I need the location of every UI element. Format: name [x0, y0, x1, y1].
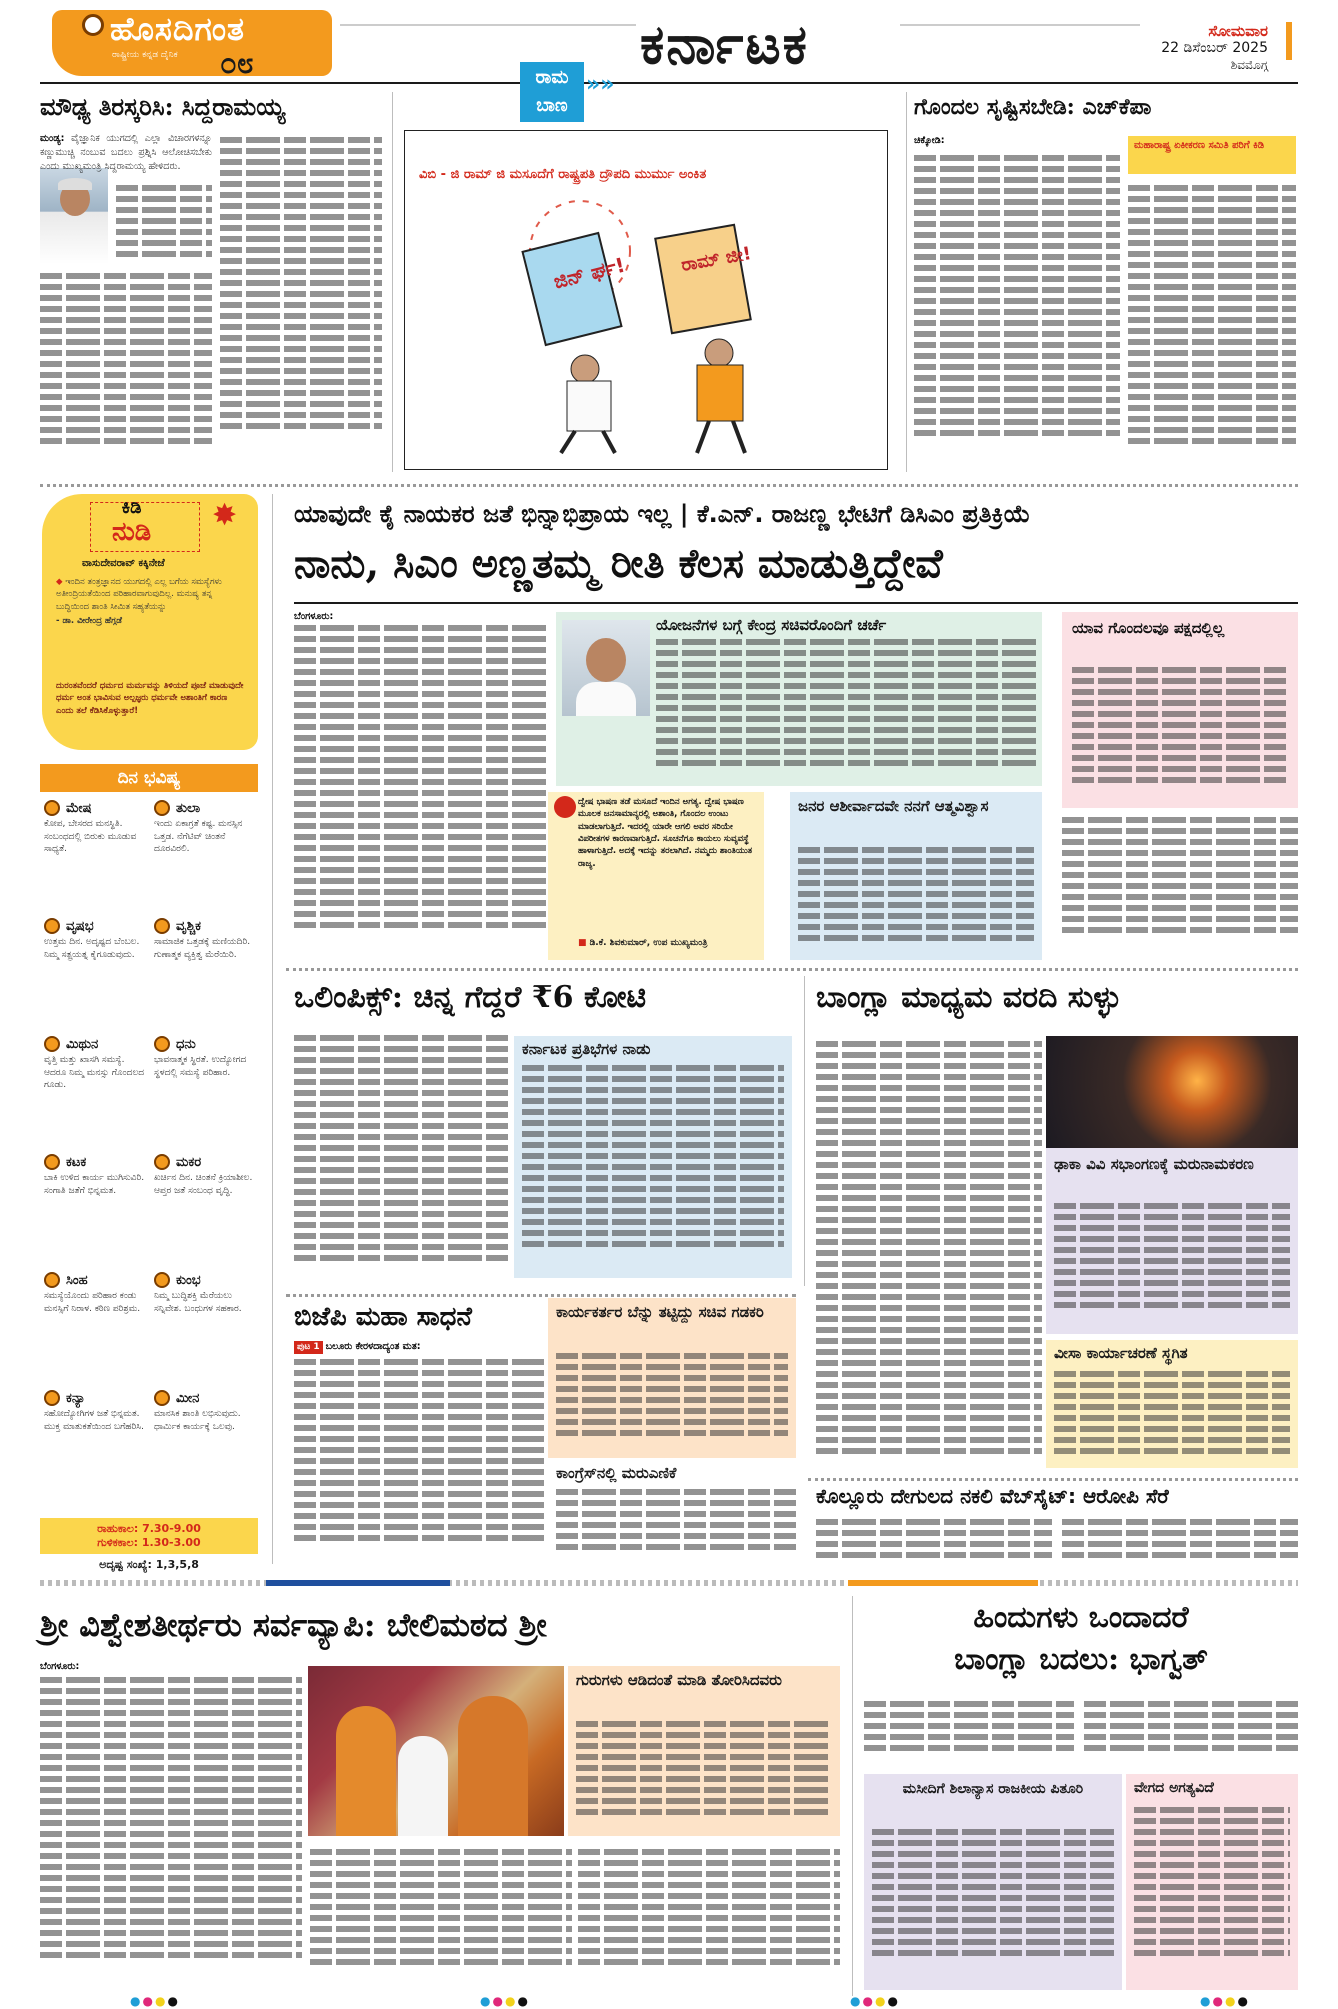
zodiac-icon	[44, 1154, 60, 1170]
text-column	[872, 1824, 1114, 1984]
sign-name	[44, 800, 149, 816]
horoscope-sign	[44, 1390, 149, 1433]
recount-title: ಕಾಂಗ್ರೆಸ್‌ನಲ್ಲಿ ಮರುಎಣಿಕೆ	[556, 1464, 677, 1482]
sign-prediction: ಇಂದು ಏಕಾಗ್ರತೆ ಕಷ್ಟ. ಮನಸ್ಸಿನ ಒತ್ತಡ. ನೆಗೆಟಿವ್ ಚಿಂತನೆ ದೂರವಿರಲಿ.	[154, 819, 243, 855]
date-day: ಸೋಮವಾರ	[1208, 22, 1268, 40]
text-column	[556, 1484, 796, 1564]
sign-label: ವೃಷಭ	[66, 918, 94, 934]
sign-name	[44, 1390, 149, 1406]
zodiac-icon	[154, 1272, 170, 1288]
spark-icon: ✸	[212, 498, 238, 533]
sign-name	[154, 1154, 259, 1170]
cartoon-drawing	[475, 191, 815, 461]
edge-marker	[1286, 22, 1292, 60]
edition-city: ಶಿವಮೊಗ್ಗ	[1230, 58, 1268, 72]
text-column	[656, 634, 1036, 784]
text-column	[798, 842, 1034, 958]
masthead-rule	[900, 24, 1140, 26]
text-column	[864, 1696, 1074, 1768]
belimatha-headline: ಶ್ರೀ ವಿಶ್ವೇಶತೀರ್ಥರು ಸರ್ವವ್ಯಾಪಿ: ಬೇಲಿಮಠದ ಶ್ರೀ	[40, 1606, 547, 1644]
hate-speech-quote: ದ್ವೇಷ ಭಾಷಣ ತಡೆ ಮಸೂದೆ ಇಂದಿನ ಅಗತ್ಯ. ದ್ವೇಷ ಭಾಷಣ ಮೂಲಕ ಜನಸಾಮಾನ್ಯರಲ್ಲಿ ಅಶಾಂತಿ, ಗೊಂದಲ ಉಂಟು ಮಾಡಲಾಗುತ್ತಿದೆ. ಇದರಲ್ಲಿ ಯಾರೇ ಆಗಲಿ ಅವರ ಸರಿಯೇ ವಿಪರೀತಗಳ ಕಾರಣವಾಗುತ್ತಿದೆ. ಸೂಚನೆಗೂ ಕಾಯಲು ಸುವ್ಯವಸ್ಥೆ ಹಾಳಾಗುತ್ತಿದೆ. ಅದಕ್ಕೆ ಇದನ್ನು ತರಲಾಗಿದೆ. ನಮ್ಮದು ಶಾಂತಿಯುತ ರಾಜ್ಯ.	[578, 797, 753, 869]
masjid-title: ಮಸೀದಿಗೆ ಶಿಲಾನ್ಯಾಸ ರಾಜಕೀಯ ಪಿತೂರಿ	[902, 1781, 1084, 1797]
text-column	[1054, 1198, 1290, 1328]
dhaka-caption: ಢಾಕಾ ವಿವಿ ಸಭಾಂಗಣಕ್ಕೆ ಮರುನಾಮಕರಣ	[1054, 1155, 1254, 1173]
box-visa	[1046, 1340, 1298, 1468]
date-box	[1150, 22, 1268, 73]
text-column	[40, 1672, 302, 1990]
cartoon-sign-right: ರಾಮ್ ಜೀ!	[679, 243, 753, 276]
registration-marks: ●●●●	[1200, 1994, 1250, 2008]
sign-label: ಕುಂಭ	[176, 1272, 201, 1288]
masthead-underline	[40, 82, 1298, 84]
sign-prediction: ವೃತ್ತಿ ಮತ್ತು ಖಾಸಗಿ ಸಮಸ್ಯೆ. ಆದರೂ ನಿಮ್ಮ ಮನಸ್ಸು ಗೊಂದಲದ ಗೂಡು.	[44, 1055, 145, 1091]
kidi-comment: ದುರಂತವೆಂದರೆ ಧರ್ಮದ ಮರ್ಮವನ್ನು ತಿಳಿಯದೆ ಪೂಜೆ ಮಾಡುವುದೇ ಧರ್ಮ ಅಂತ ಭಾವಿಸುವ ಅಲ್ಪಜ್ಞರು ಧರ್ಮವೇ ಅಶಾಂತಿಗೆ ಕಾರಣ ಎಂದು ತಲೆ ಕೆಡಿಸಿಕೊಳ್ಳುತ್ತಾರೆ!	[56, 681, 244, 716]
arrow-icon: »»	[586, 72, 615, 97]
box-talent-title: ಕರ್ನಾಟಕ ಪ್ರತಿಭೆಗಳ ನಾಡು	[522, 1040, 651, 1058]
text-column	[556, 1348, 788, 1454]
box-no-confusion	[1062, 612, 1298, 808]
horoscope-sign	[44, 1272, 149, 1315]
bjp-article	[294, 1340, 544, 1354]
sign-label: ಮೀನ	[176, 1390, 200, 1406]
horoscope-sign	[44, 1154, 149, 1197]
zodiac-icon	[154, 1154, 170, 1170]
sign-label: ಮಿಥುನ	[66, 1036, 99, 1052]
sign-prediction: ಬಾಕಿ ಉಳಿದ ಕಾರ್ಯ ಮುಗಿಸುವಿರಿ. ಸಂಗಾತಿ ಜತೆಗೆ ಭಿನ್ನಮತ.	[44, 1173, 145, 1196]
text-column	[1134, 1802, 1290, 1984]
horoscope-sign	[154, 1154, 259, 1197]
kidi-title-1: ಕಿಡಿ	[121, 497, 142, 518]
bhavishya-title: ದಿನ ಭವಿಷ್ಯ	[40, 764, 258, 792]
sign-name	[154, 800, 259, 816]
text-column	[310, 1844, 572, 1990]
zodiac-icon	[44, 1272, 60, 1288]
horoscope-sign	[44, 800, 149, 856]
text-column	[220, 132, 382, 464]
dateline: ಮಂಡ್ಯ:	[40, 133, 65, 144]
box-hate-speech	[548, 792, 764, 960]
zodiac-icon	[44, 1036, 60, 1052]
section-divider	[286, 968, 1298, 971]
logo-text: ಹೊಸದಿಗಂತ	[110, 10, 245, 48]
kidi-title-2: ನುಡಿ	[112, 517, 152, 547]
sign-prediction: ಭಾವನಾತ್ಮಕ ಸ್ಥಿರತೆ. ಉದ್ಯೋಗದ ಸ್ಥಳದಲ್ಲಿ ಸಮಸ್ಯೆ ಪರಿಹಾರ.	[154, 1055, 247, 1078]
sign-name	[154, 1272, 259, 1288]
dateline: ಬೆಂಗಳೂರು:	[40, 1661, 80, 1672]
date-full: 22 ಡಿಸೆಂಬರ್ 2025	[1161, 40, 1268, 56]
box-blessing-title: ಜನರ ಆಶೀರ್ವಾದವೇ ನನಗೆ ಆತ್ಮವಿಶ್ವಾಸ	[798, 797, 989, 815]
box-gadkari	[548, 1298, 796, 1458]
ramabana-line-1: ರಾಮ	[535, 67, 569, 88]
headline-hkpatil: ಗೊಂದಲ ಸೃಷ್ಟಿಸಬೇಡಿ: ಎಚ್‌ಕೆಪಾ	[914, 94, 1152, 120]
bottom-divider-accent	[848, 1580, 1038, 1586]
speed-title: ವೇಗದ ಅಗತ್ಯವಿದೆ	[1134, 1780, 1214, 1796]
dateline: ಚಿಕ್ಕೋಡಿ:	[914, 135, 945, 146]
bottom-divider-right	[1040, 1580, 1298, 1586]
guru-title: ಗುರುಗಳು ಆಡಿದಂತೆ ಮಾಡಿ ತೋರಿಸಿದವರು	[576, 1671, 782, 1689]
bottom-divider-left	[40, 1580, 860, 1586]
sign-name	[44, 1036, 149, 1052]
bangla-headline: ಬಾಂಗ್ಲಾ ಮಾಧ್ಯಮ ವರದಿ ಸುಳ್ಳು	[816, 980, 1121, 1015]
cartoon	[404, 130, 888, 470]
zodiac-icon	[44, 800, 60, 816]
sign-label: ಸಿಂಹ	[66, 1272, 88, 1288]
rahukala: ರಾಹುಕಾಲ: 7.30-9.00	[97, 1522, 201, 1535]
horoscope-sign	[154, 1390, 259, 1433]
zodiac-icon	[154, 1390, 170, 1406]
sign-label: ಮಕರ	[176, 1154, 202, 1170]
sign-name	[44, 1154, 149, 1170]
lead-headline: ನಾನು, ಸಿಎಂ ಅಣ್ಣತಮ್ಮ ರೀತಿ ಕೆಲಸ ಮಾಡುತ್ತಿದ್ದೇವೆ	[294, 540, 943, 587]
box-guru	[568, 1666, 840, 1836]
headline-siddaramaiah: ಮೌಢ್ಯ ತಿರಸ್ಕರಿಸಿ: ಸಿದ್ದರಾಮಯ್ಯ	[40, 92, 286, 121]
figure-left	[523, 201, 630, 453]
dhaka-fire-photo	[1046, 1036, 1298, 1148]
page-badge: ಪುಟ 1	[294, 1341, 323, 1354]
bullet-icon: ◆	[56, 577, 66, 587]
column-divider	[804, 976, 805, 1286]
lucky-number: ಅದೃಷ್ಟ ಸಂಖ್ಯೆ: 1,3,5,8	[99, 1558, 199, 1571]
rahukala-box	[40, 1518, 258, 1554]
column-divider	[906, 92, 907, 472]
box-kendra	[556, 612, 1042, 786]
sun-icon	[82, 14, 104, 36]
sidebar-text: ಮಹಾರಾಷ್ಟ್ರ ಏಕೀಕರಣ ಸಮಿತಿ ಪರಿಗೆ ಕಿಡಿ	[1134, 140, 1265, 151]
sign-label: ಕಟಕ	[66, 1154, 87, 1170]
kidi-nudi-box	[42, 494, 258, 750]
text-column	[914, 150, 1120, 470]
visa-title: ವೀಸಾ ಕಾರ್ಯಾಚರಣೆ ಸ್ಥಗಿತ	[1054, 1344, 1188, 1362]
olympics-headline: ಒಲಿಂಪಿಕ್ಸ್: ಚಿನ್ನ ಗೆದ್ದರೆ ₹6 ಕೋಟಿ	[294, 980, 647, 1015]
box-speed	[1126, 1774, 1298, 1990]
bjp-headline: ಬಿಜೆಪಿ ಮಹಾ ಸಾಧನೆ	[294, 1302, 472, 1332]
text-column	[578, 1844, 840, 1990]
bhagwat-headline-1: ಹಿಂದುಗಳು ಒಂದಾದರೆ	[973, 1600, 1189, 1635]
masthead-rule	[340, 24, 636, 26]
hate-speech-source: ■ ಡಿ.ಕೆ. ಶಿವಕುಮಾರ್, ಉಪ ಮುಖ್ಯಮಂತ್ರಿ	[578, 938, 708, 948]
dateline: ಬೆಂಗಳೂರು:	[294, 611, 334, 622]
text-column	[40, 268, 212, 464]
gulikakala: ಗುಳಿಕಕಾಲ: 1.30-3.00	[97, 1536, 201, 1549]
box-karnataka-talent	[514, 1036, 792, 1278]
kidi-quote	[56, 576, 244, 627]
sign-prediction: ಸಮಸ್ಯೆಯೊಂದು ಪರಿಹಾರ ಕಂಡು ಮನಸ್ಸಿಗೆ ನಿರಾಳ. ಕಠಿಣ ಪರಿಶ್ರಮ.	[44, 1291, 141, 1314]
cartoon-caption: ವಿಬಿ - ಜಿ ರಾಮ್ ಜಿ ಮಸೂದೆಗೆ ರಾಷ್ಟ್ರಪತಿ ದ್ರೌಪದಿ ಮುರ್ಮು ಅಂಕಿತ	[419, 167, 707, 182]
section-divider	[40, 484, 1298, 487]
siddaramaiah-photo	[40, 168, 108, 264]
page-number: ೦೮	[220, 46, 254, 81]
text-column	[294, 1354, 544, 1564]
column-divider	[852, 1596, 853, 1996]
logo-tagline: ರಾಷ್ಟ್ರೀಯ ಕನ್ನಡ ದೈನಿಕ	[112, 50, 178, 60]
sign-prediction: ಸಾಮಾಜಿಕ ಒತ್ತಡಕ್ಕೆ ಮಣಿಯದಿರಿ. ಗುಣಾತ್ಮಕ ವ್ಯಕ್ತಿತ್ವ ಮೆರೆಯಿರಿ.	[154, 937, 251, 960]
sign-label: ಧನು	[176, 1036, 196, 1052]
cartoon-sign-left: ಜಿನ್ ರ್ಘ!	[551, 252, 628, 294]
sign-name	[154, 1036, 259, 1052]
zodiac-icon	[154, 800, 170, 816]
column-divider	[272, 494, 273, 1564]
horoscope-sign	[154, 800, 259, 856]
dk-shivakumar-photo	[562, 620, 650, 716]
dateline: ಬಲೂರು ಕೇರಳದಾದ್ಯಂತ ಮತ:	[325, 1341, 421, 1352]
horoscope-sign	[154, 1036, 259, 1079]
sign-prediction: ನಿಮ್ಮ ಬುದ್ಧಿಶಕ್ತಿ ಮೆರೆಯಲು ಸನ್ನಿವೇಶ. ಬಂಧುಗಳ ಸಹಕಾರ.	[154, 1291, 242, 1314]
zodiac-icon	[44, 1390, 60, 1406]
section-title: ಕರ್ನಾಟಕ	[640, 12, 809, 76]
text-column	[294, 1030, 508, 1292]
box-dhaka	[1046, 1036, 1298, 1334]
lead-text: ವೈಜ್ಞಾನಿಕ ಯುಗದಲ್ಲಿ ಎಲ್ಲಾ ವಿಚಾರಗಳನ್ನೂ ಕಣ್ಣುಮುಚ್ಚಿ ನಂಬುವ ಬದಲು ಪ್ರಶ್ನಿಸಿ ಆಲೋಚಿಸಬೇಕು ಎಂದು ಮುಖ್ಯಮಂತ್ರಿ ಸಿದ್ದರಾಮಯ್ಯ ಹೇಳಿದರು.	[40, 133, 212, 172]
text-column	[816, 1036, 1042, 1506]
article-hkpatil	[914, 134, 1124, 148]
text-column	[1054, 1366, 1290, 1464]
zodiac-icon	[154, 1036, 170, 1052]
kollur-headline: ಕೊಲ್ಲೂರು ದೇಗುಲದ ನಕಲಿ ವೆಬ್‌ಸೈಟ್: ಆರೋಪಿ ಸೆರೆ	[816, 1484, 1169, 1508]
quote-text: ಇಂದಿನ ತಂತ್ರಜ್ಞಾನದ ಯುಗದಲ್ಲಿ ಎಲ್ಲ ಬಗೆಯ ಸಮಸ್ಯೆಗಳು ಅತೀಂದ್ರಿಯತೆಯಿಂದ ಪರಿಹಾರವಾಗುವುದಿಲ್ಲ. ಮನುಷ್ಯ ತನ್ನ ಬುದ್ಧಿಯಿಂದ ಶಾಂತಿ ಸೀಮಿತ ಸಹ್ಯತೆಯನ್ನು	[56, 577, 222, 612]
sign-prediction: ಉತ್ತಮ ದಿನ. ಅದೃಷ್ಟದ ಬೆಂಬಲ. ನಿಮ್ಮ ಸತ್ಪ್ರಯತ್ನ ಕೈಗೂಡುವುದು.	[44, 937, 140, 960]
sign-label: ಕನ್ಯಾ	[66, 1390, 86, 1406]
bhagwat-headline-2: ಬಾಂಗ್ಲಾ ಬದಲು: ಭಾಗ್ವತ್	[954, 1642, 1208, 1677]
box-masjid	[864, 1774, 1122, 1990]
ramabana-label	[520, 62, 584, 122]
horoscope-sign	[44, 918, 149, 961]
text-column	[1084, 1696, 1298, 1768]
ramabana-line-2: ಬಾಣ	[536, 95, 568, 116]
sign-name	[44, 918, 149, 934]
gadkari-title: ಕಾರ್ಯಕರ್ತರ ಬೆನ್ನು ತಟ್ಟಿದ್ದು ಸಚಿವ ಗಡಕರಿ	[556, 1303, 764, 1321]
text-column	[1062, 812, 1298, 962]
article-siddaramaiah	[40, 132, 212, 173]
column-divider	[392, 92, 393, 472]
box-kendra-title: ಯೋಜನೆಗಳ ಬಗ್ಗೆ ಕೇಂದ್ರ ಸಚಿವರೊಂದಿಗೆ ಚರ್ಚೆ	[656, 616, 887, 634]
horoscope-sign	[154, 918, 259, 961]
sign-prediction: ಸಹೋದ್ಯೋಗಿಗಳ ಜತೆ ಭಿನ್ನಮತ. ಮುಕ್ತ ಮಾತುಕತೆಯಿಂದ ಬಗೆಹರಿಸಿ.	[44, 1409, 144, 1432]
registration-marks: ●●●●	[480, 1994, 530, 2008]
sign-name	[44, 1272, 149, 1288]
quote-source: - ಡಾ. ವೀರೇಂದ್ರ ಹೆಗ್ಗಡೆ	[56, 615, 122, 626]
horoscope-sign	[44, 1036, 149, 1092]
zodiac-icon	[44, 918, 60, 934]
text-column	[522, 1060, 784, 1274]
horoscope-sign	[154, 1272, 259, 1315]
sidebar-box	[1128, 136, 1296, 174]
sign-prediction: ಮಾನಸಿಕ ಶಾಂತಿ ಲಭಿಸುವುದು. ಧಾರ್ಮಿಕ ಕಾರ್ಯಕ್ಕೆ ಒಲವು.	[154, 1409, 241, 1432]
zodiac-icon	[154, 918, 170, 934]
registration-marks: ●●●●	[130, 1994, 180, 2008]
section-divider	[286, 1294, 796, 1297]
sign-name	[154, 1390, 259, 1406]
kidi-author: ವಾಸುದೇವರಾವ್ ಕಕ್ಕಿನೇಜೆ	[82, 558, 165, 569]
kidi-title	[112, 496, 152, 547]
box-blessing	[790, 792, 1042, 960]
sign-label: ಮೇಷ	[66, 800, 92, 816]
text-column	[1062, 1514, 1298, 1570]
lead-underline	[294, 602, 1298, 604]
bottom-divider-accent	[266, 1580, 450, 1586]
sign-label: ತುಲಾ	[176, 800, 201, 816]
swamiji-photo	[308, 1666, 564, 1836]
section-divider	[808, 1478, 1298, 1481]
sign-label: ವೃಶ್ಚಿಕ	[176, 918, 201, 934]
quote-icon	[554, 796, 576, 818]
text-column	[294, 620, 548, 960]
sign-prediction: ಖರ್ಚಿನ ದಿನ. ಚಿಂತನೆ ಕ್ರಿಯಾಶೀಲ. ಆಪ್ತರ ಜತೆ ಸಂಬಂಧ ವೃದ್ಧಿ.	[154, 1173, 253, 1196]
text-column	[576, 1716, 832, 1832]
text-column	[816, 1514, 1052, 1570]
text-column	[1072, 662, 1288, 802]
box-no-confusion-title: ಯಾವ ಗೊಂದಲವೂ ಪಕ್ಷದಲ್ಲಿಲ್ಲ	[1072, 619, 1225, 637]
lead-kicker: ಯಾವುದೇ ಕೈ ನಾಯಕರ ಜತೆ ಭಿನ್ನಾಭಿಪ್ರಾಯ ಇಲ್ಲ | ಕೆ.ಎನ್. ರಾಜಣ್ಣ ಭೇಟಿಗೆ ಡಿಸಿಎಂ ಪ್ರತಿಕ್ರಿಯೆ	[294, 500, 1031, 528]
registration-marks: ●●●●	[850, 1994, 900, 2008]
text-column	[1128, 180, 1296, 470]
text-column	[116, 180, 212, 260]
sign-name	[154, 918, 259, 934]
sign-prediction: ಕೋಪ, ಬೇಸರದ ಮನಸ್ಥಿತಿ. ಸಂಬಂಧದಲ್ಲಿ ಬಿರುಕು ಮೂಡುವ ಸಾಧ್ಯತೆ.	[44, 819, 137, 855]
